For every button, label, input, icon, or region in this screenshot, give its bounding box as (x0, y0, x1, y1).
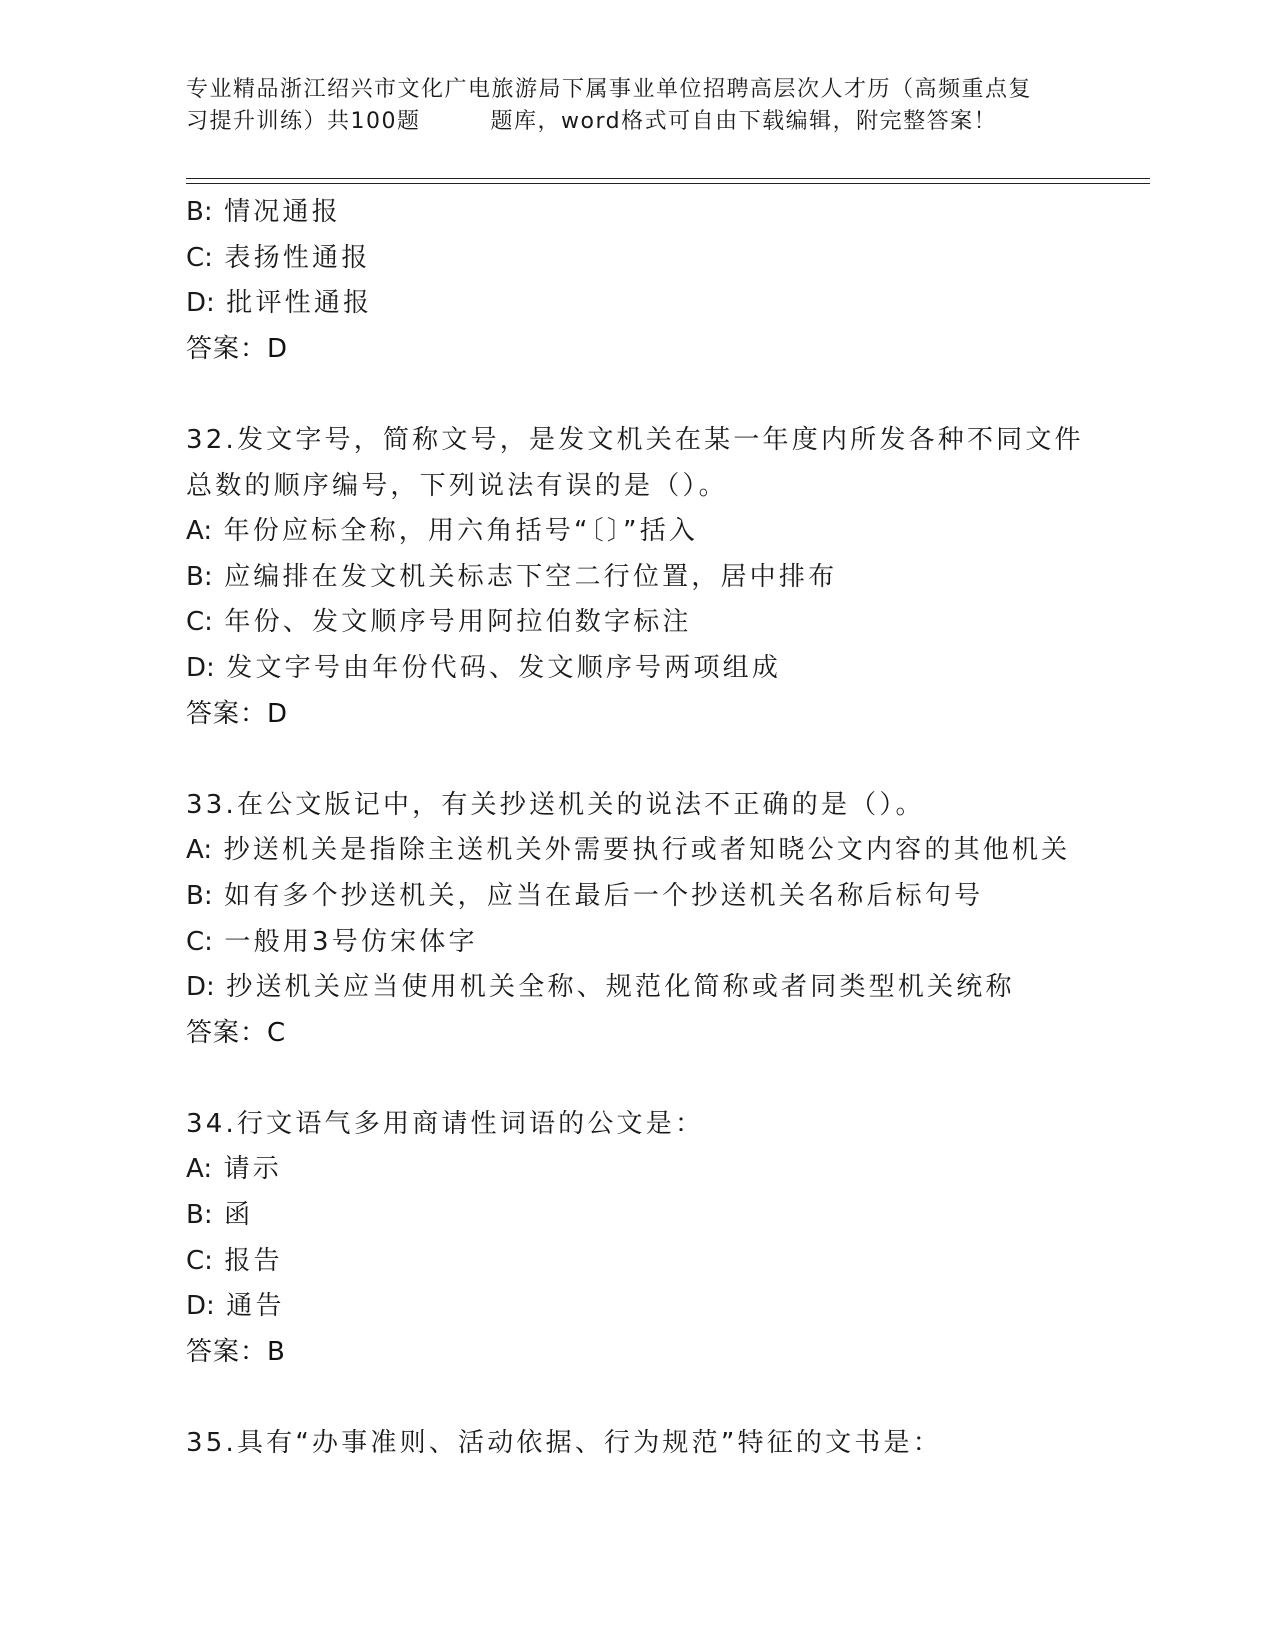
option-line: D: 抄送机关应当使用机关全称、规范化简称或者同类型机关统称 (186, 972, 1015, 1003)
page-header (186, 74, 1086, 138)
question-33 (186, 783, 1136, 1057)
question-32 (186, 418, 1136, 737)
header-divider-bottom (186, 183, 1150, 184)
option-line: C: 一般用3号仿宋体字 (186, 926, 478, 957)
question-stem: 35.具有“办事准则、活动依据、行为规范”特征的文书是： (186, 1428, 942, 1459)
header-line-1: 专业精品浙江绍兴市文化广电旅游局下属事业单位招聘高层次人才历（高频重点复 (186, 77, 1033, 102)
header-line-2 (186, 106, 1086, 138)
option-line: B: 情况通报 (186, 197, 341, 227)
answer-line: 答案：C (186, 1017, 286, 1048)
option-line: A: 年份应标全称，用六角括号“〔〕”括入 (186, 516, 699, 547)
header-line-2-part-b: 题库，word格式可自由下载编辑，附完整答案！ (490, 109, 998, 134)
option-line: A: 请示 (186, 1154, 282, 1185)
continued-question (186, 190, 1136, 372)
answer-line: 答案：B (186, 1336, 285, 1367)
question-stem: 32.发文字号，简称文号，是发文机关在某一年度内所发各种不同文件 总数的顺序编号，下列说法有误的是（）。 (186, 424, 1084, 501)
option-line: D: 批评性通报 (186, 288, 373, 319)
header-line-2-part-a: 习提升训练）共100题 (186, 109, 421, 134)
question-34 (186, 1102, 1136, 1376)
option-line: D: 发文字号由年份代码、发文顺序号两项组成 (186, 652, 782, 683)
option-line: B: 如有多个抄送机关，应当在最后一个抄送机关名称后标句号 (186, 880, 984, 911)
answer-line: 答案：D (186, 698, 288, 729)
header-divider-top (186, 178, 1150, 179)
option-line: A: 抄送机关是指除主送机关外需要执行或者知晓公文内容的其他机关 (186, 835, 1071, 866)
question-stem: 33.在公文版记中，有关抄送机关的说法不正确的是（）。 (186, 789, 925, 820)
question-stem: 34.行文语气多用商请性词语的公文是： (186, 1108, 705, 1139)
question-content (186, 190, 1136, 1467)
option-line: C: 表扬性通报 (186, 242, 371, 273)
option-line: C: 报告 (186, 1245, 283, 1276)
option-line: C: 年份、发文顺序号用阿拉伯数字标注 (186, 607, 692, 638)
option-line: D: 通告 (186, 1291, 285, 1322)
question-35 (186, 1421, 1136, 1467)
answer-line: 答案：D (186, 333, 288, 364)
option-line: B: 应编排在发文机关标志下空二行位置，居中排布 (186, 561, 838, 592)
option-line: B: 函 (186, 1200, 254, 1231)
